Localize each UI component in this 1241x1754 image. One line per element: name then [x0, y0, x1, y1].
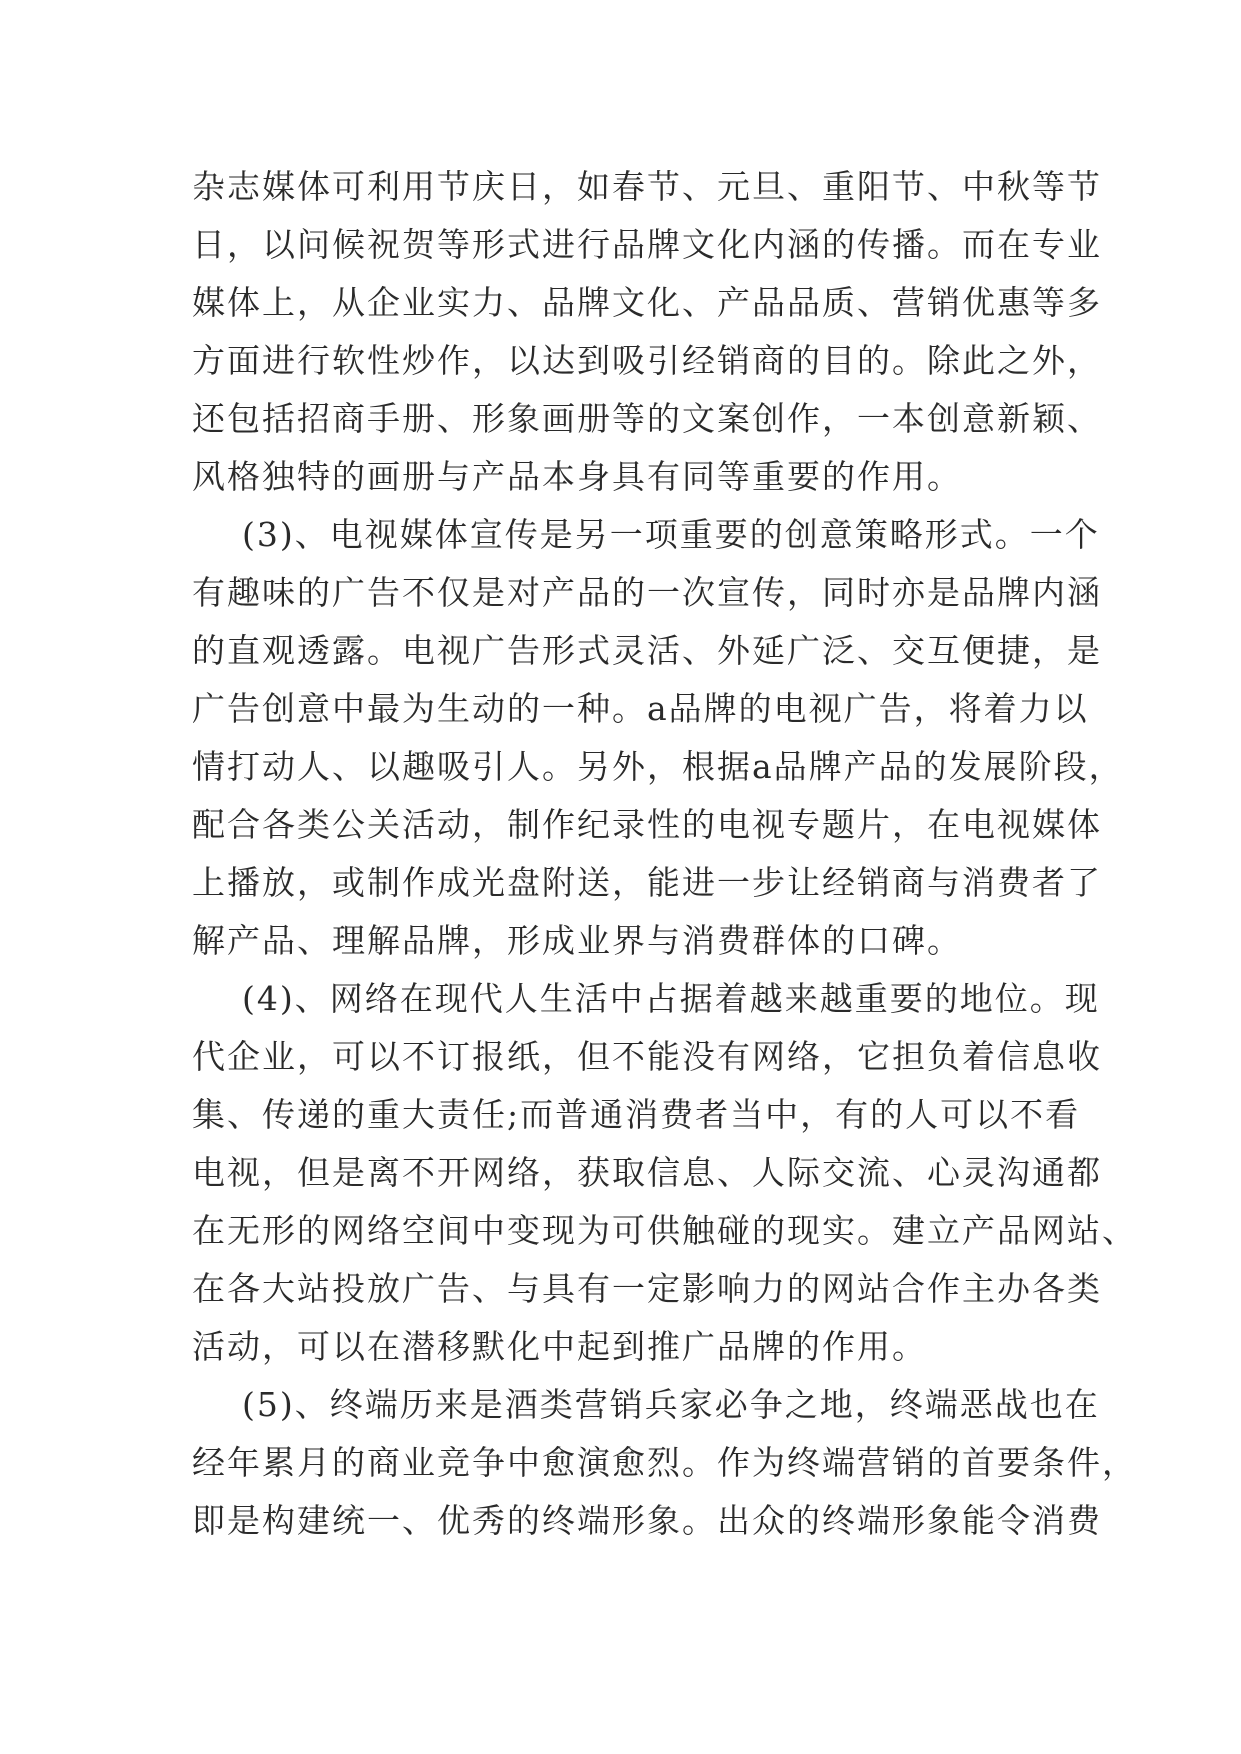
paragraph-print-media [192, 158, 1102, 506]
text-line: 媒体上，从企业实力、品牌文化、产品品质、营销优惠等多 [192, 283, 1102, 322]
text-line: 上播放，或制作成光盘附送，能进一步让经销商与消费者了 [192, 863, 1102, 902]
text-line: 经年累月的商业竞争中愈演愈烈。作为终端营销的首要条件， [192, 1443, 1137, 1482]
text-line: 在无形的网络空间中变现为可供触碰的现实。建立产品网站、 [192, 1211, 1137, 1250]
paragraph-terminal [192, 1376, 1137, 1550]
text-line: 配合各类公关活动，制作纪录性的电视专题片，在电视媒体 [192, 805, 1102, 844]
body-text [192, 158, 1137, 1550]
text-line: 在各大站投放广告、与具有一定影响力的网站合作主办各类 [192, 1269, 1102, 1308]
paragraph-tv-media [192, 506, 1124, 970]
text-line: 电视，但是离不开网络，获取信息、人际交流、心灵沟通都 [192, 1153, 1102, 1192]
text-line: 解产品、理解品牌，形成业界与消费群体的口碑。 [192, 921, 962, 960]
text-line: 的直观透露。电视广告形式灵活、外延广泛、交互便捷，是 [192, 631, 1102, 670]
text-line: 广告创意中最为生动的一种。a品牌的电视广告，将着力以 [192, 689, 1089, 728]
text-line: 杂志媒体可利用节庆日，如春节、元旦、重阳节、中秋等节 [192, 167, 1102, 206]
text-line: 风格独特的画册与产品本身具有同等重要的作用。 [192, 457, 962, 496]
text-line: 情打动人、以趣吸引人。另外，根据a品牌产品的发展阶段， [192, 747, 1124, 786]
text-line: 即是构建统一、优秀的终端形象。出众的终端形象能令消费 [192, 1501, 1102, 1540]
text-line: 代企业，可以不订报纸，但不能没有网络，它担负着信息收 [192, 1037, 1102, 1076]
text-line: 方面进行软性炒作，以达到吸引经销商的目的。除此之外， [192, 341, 1102, 380]
paragraph-network [192, 970, 1137, 1376]
text-line: 有趣味的广告不仅是对产品的一次宣传，同时亦是品牌内涵 [192, 573, 1102, 612]
text-line: (3)、电视媒体宣传是另一项重要的创意策略形式。一个 [192, 515, 1100, 554]
text-line: (4)、网络在现代人生活中占据着越来越重要的地位。现 [192, 979, 1100, 1018]
text-line: 日，以问候祝贺等形式进行品牌文化内涵的传播。而在专业 [192, 225, 1102, 264]
text-line: 集、传递的重大责任;而普通消费者当中，有的人可以不看 [192, 1095, 1081, 1134]
text-line: 还包括招商手册、形象画册等的文案创作，一本创意新颖、 [192, 399, 1102, 438]
text-line: (5)、终端历来是酒类营销兵家必争之地，终端恶战也在 [192, 1385, 1100, 1424]
text-line: 活动，可以在潜移默化中起到推广品牌的作用。 [192, 1327, 927, 1366]
